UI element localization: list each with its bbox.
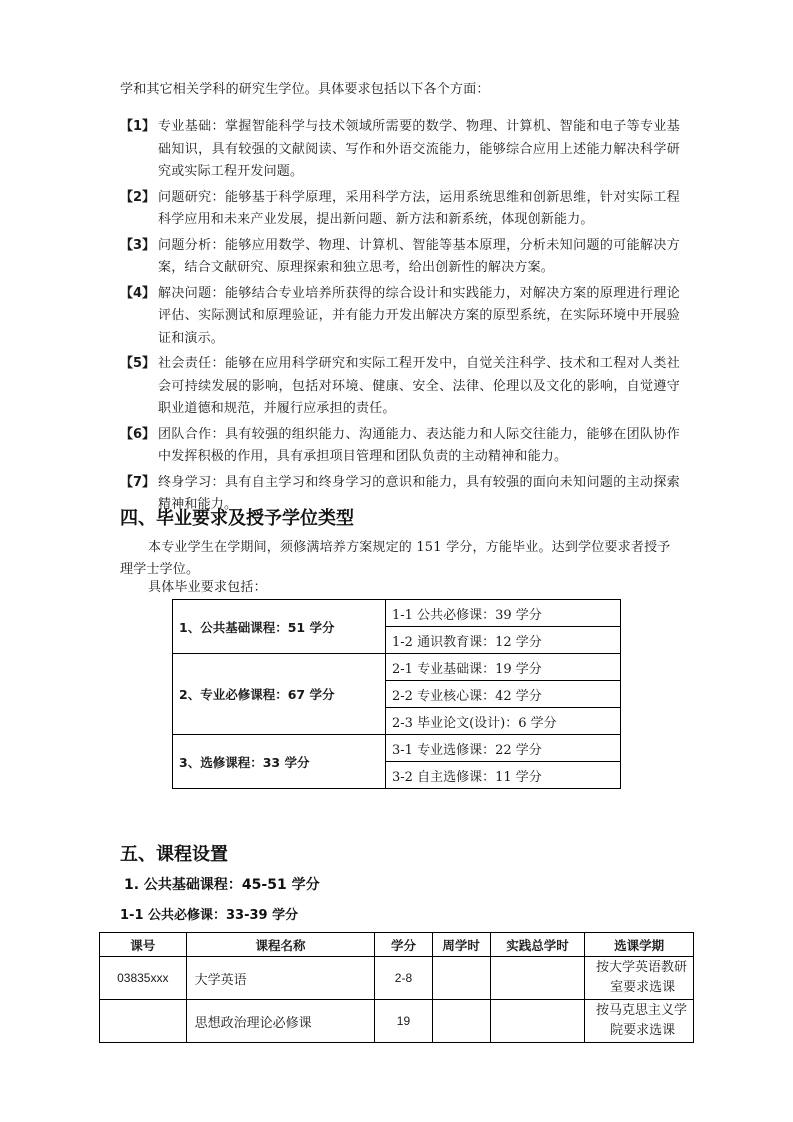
section4-intro: 具体毕业要求包括： (148, 580, 267, 595)
requirement-text: 解决问题：能够结合专业培养所获得的综合设计和实践能力，对解决方案的原理进行理论评估、实际测试和原理验证，并有能力开发出解决方案的原型系统，在实际环境中开展验证和演示。 (158, 285, 680, 346)
course-code: 03835xxx (100, 957, 187, 1000)
course-credits: 19 (375, 1000, 432, 1043)
requirement-tag: 【1】 (120, 119, 156, 134)
list-item (120, 235, 680, 280)
requirement-text: 终身学习：具有自主学习和终身学习的意识和能力，具有较强的面向未知问题的主动探索精神和能力。 (158, 474, 680, 512)
requirement-tag: 【4】 (120, 285, 156, 301)
course-term-line: 室要求选课 (610, 980, 676, 995)
requirement-text: 团队合作：具有较强的组织能力、沟通能力、表达能力和人际交往能力，能够在团队协作中发挥积极的作用，具有承担项目管理和团队负责的主动精神和能力。 (158, 426, 680, 464)
column-header: 周学时 (432, 933, 490, 957)
item-cell: 2-1 专业基础课：19 学分 (386, 654, 621, 681)
table-header-row (100, 933, 694, 957)
course-weekly-hours (432, 957, 490, 1000)
course-weekly-hours (432, 1000, 490, 1043)
section5-subsubheading: 1-1 公共必修课：33-39 学分 (120, 908, 299, 923)
table-row (173, 654, 621, 681)
requirement-text: 问题研究：能够基于科学原理，采用科学方法，运用系统思维和创新思维，针对实际工程科学应用和未来产业发展，提出新问题、新方法和新系统，体现创新能力。 (158, 189, 680, 227)
table-row (173, 735, 621, 762)
item-cell: 2-3 毕业论文(设计)：6 学分 (386, 708, 621, 735)
course-name: 思想政治理论必修课 (186, 1000, 375, 1043)
section5-heading: 五、课程设置 (120, 844, 228, 865)
column-header: 课程名称 (186, 933, 375, 957)
list-item (120, 187, 680, 232)
requirement-text: 问题分析：能够应用数学、物理、计算机、智能等基本原理，分析未知问题的可能解决方案，结合文献研究、原理探索和独立思考，给出创新性的解决方案。 (158, 237, 680, 275)
graduation-requirements-table (172, 599, 621, 789)
item-cell: 3-1 专业选修课：22 学分 (386, 735, 621, 762)
list-item (120, 116, 680, 184)
category-cell: 3、选修课程：33 学分 (173, 735, 386, 789)
course-term-line: 按大学英语教研 (595, 960, 687, 975)
requirement-tag: 【6】 (120, 426, 156, 442)
list-item (120, 283, 680, 351)
course-term (585, 1000, 694, 1043)
course-credits: 2-8 (375, 957, 432, 1000)
category-cell: 1、公共基础课程：51 学分 (173, 600, 386, 654)
column-header: 实践总学时 (490, 933, 585, 957)
category-cell: 2、专业必修课程：67 学分 (173, 654, 386, 735)
course-name: 大学英语 (186, 957, 375, 1000)
table-row (100, 1000, 694, 1043)
item-cell: 1-1 公共必修课：39 学分 (386, 600, 621, 627)
intro-line: 学和其它相关学科的研究生学位。具体要求包括以下各个方面： (120, 82, 490, 97)
course-term (585, 957, 694, 1000)
section4-heading: 四、毕业要求及授予学位类型 (120, 508, 354, 529)
list-item (120, 353, 680, 421)
column-header: 选课学期 (585, 933, 694, 957)
requirement-tag: 【2】 (120, 189, 156, 205)
item-cell: 1-2 通识教育课：12 学分 (386, 627, 621, 654)
column-header: 课号 (100, 933, 187, 957)
requirement-tag: 【5】 (120, 356, 156, 371)
course-term-line: 院要求选课 (610, 1023, 676, 1038)
course-term-line: 按马克思主义学 (595, 1003, 687, 1018)
requirement-tag: 【3】 (120, 237, 156, 253)
table-row (173, 600, 621, 627)
item-cell: 3-2 自主选修课：11 学分 (386, 762, 621, 789)
requirement-text: 社会责任：能够在应用科学研究和实际工程开发中，自觉关注科学、技术和工程对人类社会可持续发展的影响，包括对环境、健康、安全、法律、伦理以及文化的影响，自觉遵守职业道德和规范，并履行应承担的责任。 (158, 356, 680, 416)
course-practice-hours (490, 957, 585, 1000)
requirements-list (120, 116, 680, 520)
course-practice-hours (490, 1000, 585, 1043)
requirement-tag: 【7】 (120, 474, 156, 490)
item-cell: 2-2 专业核心课：42 学分 (386, 681, 621, 708)
list-item (120, 424, 680, 469)
section5-subheading: 1. 公共基础课程：45-51 学分 (124, 877, 320, 893)
requirement-text: 专业基础：掌握智能科学与技术领域所需要的数学、物理、计算机、智能和电子等专业基础知识，具有较强的文献阅读、写作和外语交流能力，能够综合应用上述能力解决科学研究或实际工程开发问题。 (158, 119, 680, 179)
section4-paragraph: 本专业学生在学期间，须修满培养方案规定的 151 学分，方能毕业。达到学位要求者授予理学士学位。 (120, 540, 671, 577)
table-row (100, 957, 694, 1000)
course-code (100, 1000, 187, 1043)
column-header: 学分 (375, 933, 432, 957)
course-table (99, 932, 694, 1043)
